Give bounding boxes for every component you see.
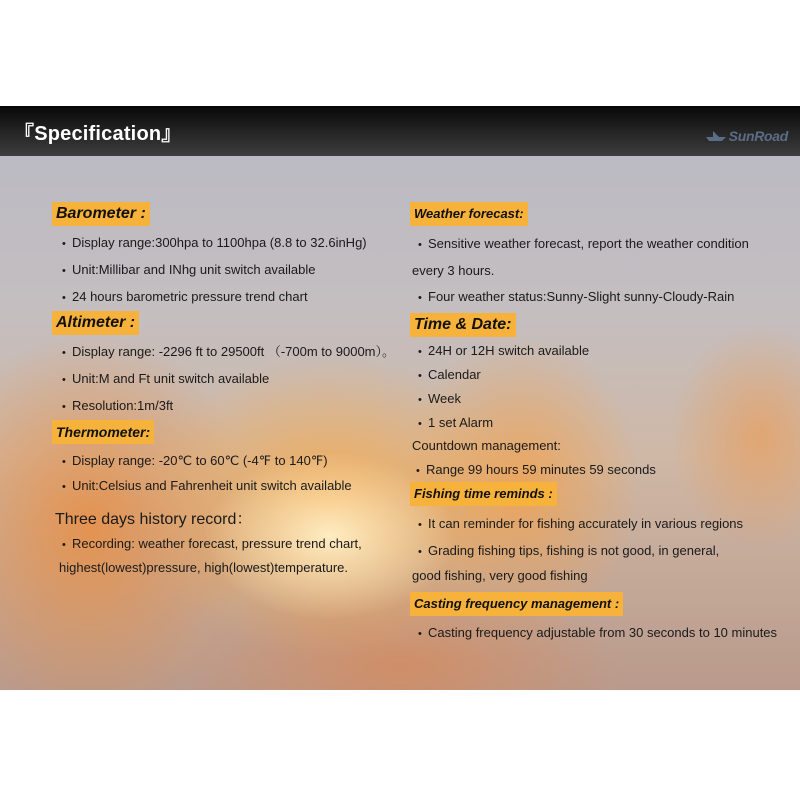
list-item: • Recording: weather forecast, pressure trend chart, bbox=[62, 536, 362, 553]
list-item-continuation: every 3 hours. bbox=[412, 263, 495, 278]
weather-forecast-title: Weather forecast: bbox=[410, 202, 528, 226]
time-date-title: Time & Date: bbox=[410, 313, 516, 337]
list-item: • Range 99 hours 59 minutes 59 seconds bbox=[416, 462, 656, 479]
list-item: • Casting frequency adjustable from 30 seconds to 10 minutes bbox=[418, 625, 777, 642]
page-title: 『Specification』 bbox=[14, 123, 182, 145]
list-item: • 24 hours barometric pressure trend chart bbox=[62, 289, 308, 306]
list-item-continuation: good fishing, very good fishing bbox=[412, 568, 588, 583]
fishing-time-title: Fishing time reminds : bbox=[410, 482, 557, 506]
list-item: • Resolution:1m/3ft bbox=[62, 398, 173, 415]
list-item: • Display range:300hpa to 1100hpa (8.8 to 32.6inHg) bbox=[62, 235, 367, 252]
list-item: • 1 set Alarm bbox=[418, 415, 493, 432]
boat-icon bbox=[705, 130, 727, 142]
list-item: • Display range: -2296 ft to 29500ft （-700m to 9000m）。 bbox=[62, 344, 395, 361]
thermometer-title: Thermometer: bbox=[52, 420, 154, 444]
list-item: • Unit:Celsius and Fahrenheit unit switch available bbox=[62, 478, 352, 495]
list-item: • 24H or 12H switch available bbox=[418, 343, 589, 360]
list-item: • Unit:M and Ft unit switch available bbox=[62, 371, 269, 388]
specification-banner bbox=[0, 106, 800, 690]
list-item: • It can reminder for fishing accurately in various regions bbox=[418, 516, 743, 533]
brand-logo-text: SunRoad bbox=[728, 128, 788, 144]
list-item: • Grading fishing tips, fishing is not good, in general, bbox=[418, 543, 719, 560]
list-item: • Display range: -20℃ to 60℃ (-4℉ to 140℉) bbox=[62, 453, 328, 470]
history-title: Three days history record： bbox=[55, 511, 253, 528]
list-item: • Calendar bbox=[418, 367, 481, 384]
altimeter-title: Altimeter : bbox=[52, 311, 139, 335]
brand-logo bbox=[705, 127, 788, 145]
barometer-title: Barometer : bbox=[52, 202, 150, 226]
list-item: • Unit:Millibar and INhg unit switch available bbox=[62, 262, 316, 279]
casting-frequency-title: Casting frequency management : bbox=[410, 592, 623, 616]
list-item: • Four weather status:Sunny-Slight sunny-Cloudy-Rain bbox=[418, 289, 734, 306]
list-item-continuation: highest(lowest)pressure, high(lowest)temperature. bbox=[59, 560, 349, 575]
list-item: • Sensitive weather forecast, report the weather condition bbox=[418, 236, 749, 253]
header-bar bbox=[0, 106, 800, 156]
countdown-label: Countdown management: bbox=[412, 438, 561, 453]
list-item: • Week bbox=[418, 391, 461, 408]
